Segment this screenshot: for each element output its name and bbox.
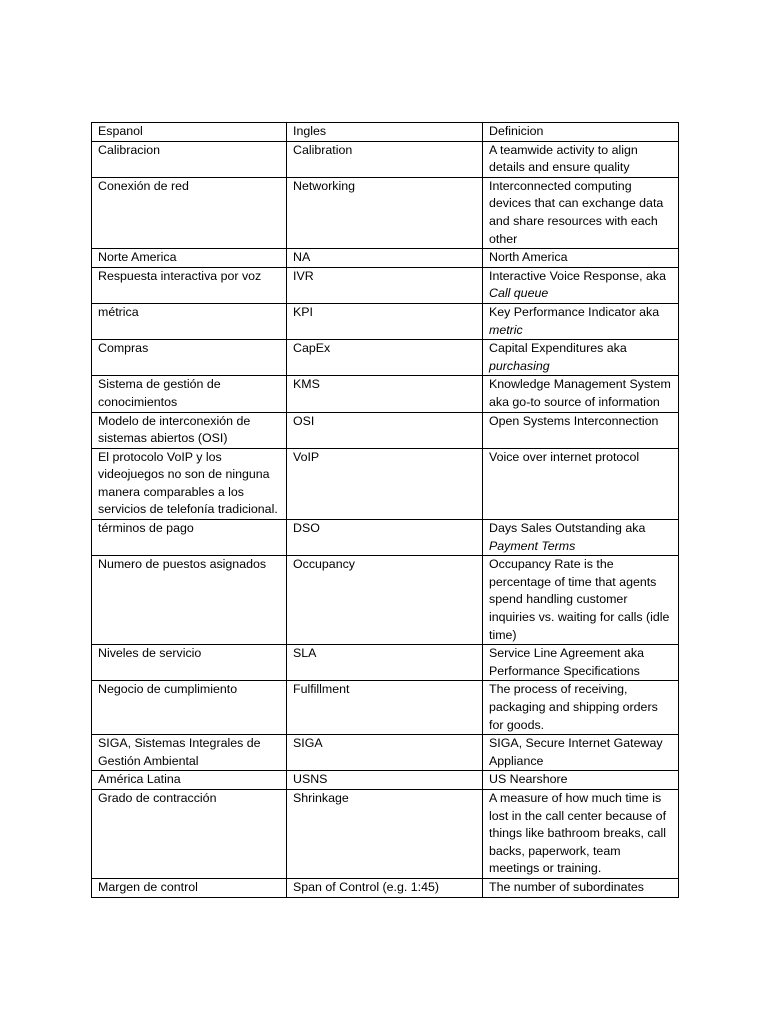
cell-espanol: El protocolo VoIP y los videojuegos no son de ninguna manera comparables a los servicios de telefonía tradicional.: [92, 448, 287, 519]
cell-definicion: [483, 267, 679, 303]
table-row: [92, 448, 679, 519]
glossary-table-body: [92, 123, 679, 898]
cell-espanol: Grado de contracción: [92, 789, 287, 878]
cell-espanol: Modelo de interconexión de sistemas abiertos (OSI): [92, 412, 287, 448]
cell-ingles: OSI: [287, 412, 483, 448]
definicion-text: The process of receiving, packaging and shipping orders for goods.: [489, 682, 658, 732]
definicion-text: The number of subordinates: [489, 879, 644, 894]
table-row: [92, 771, 679, 790]
table-row: [92, 520, 679, 556]
definicion-text: North America: [489, 250, 568, 265]
definicion-text: Voice over internet protocol: [489, 449, 640, 464]
definicion-text: Service Line Agreement aka Performance Specifications: [489, 646, 644, 678]
cell-espanol: Norte America: [92, 249, 287, 268]
cell-espanol: Conexión de red: [92, 177, 287, 248]
cell-definicion: [483, 645, 679, 681]
cell-definicion: [483, 681, 679, 735]
cell-espanol: América Latina: [92, 771, 287, 790]
table-row: [92, 789, 679, 878]
cell-ingles: SLA: [287, 645, 483, 681]
cell-espanol: Respuesta interactiva por voz: [92, 267, 287, 303]
cell-ingles: Shrinkage: [287, 789, 483, 878]
cell-ingles: CapEx: [287, 340, 483, 376]
definicion-italic-text: metric: [489, 322, 523, 337]
table-header-row: [92, 123, 679, 142]
cell-definicion: [483, 771, 679, 790]
cell-ingles: SIGA: [287, 735, 483, 771]
definicion-text: Days Sales Outstanding aka: [489, 521, 646, 536]
cell-definicion: [483, 520, 679, 556]
cell-ingles: NA: [287, 249, 483, 268]
table-row: [92, 249, 679, 268]
definicion-text: Occupancy Rate is the percentage of time that agents spend handling customer inquiries vs. waiting for calls (idle time): [489, 557, 670, 642]
definicion-text: Key Performance Indicator aka: [489, 304, 660, 319]
cell-espanol: Calibracion: [92, 141, 287, 177]
cell-espanol: Sistema de gestión de conocimientos: [92, 376, 287, 412]
cell-ingles: IVR: [287, 267, 483, 303]
cell-definicion: [483, 878, 679, 897]
definicion-text: Knowledge Management System aka go-to source of information: [489, 377, 671, 409]
table-row: [92, 177, 679, 248]
header-espanol: Espanol: [92, 123, 287, 142]
cell-definicion: [483, 340, 679, 376]
table-row: [92, 735, 679, 771]
cell-definicion: [483, 735, 679, 771]
cell-ingles: Networking: [287, 177, 483, 248]
table-row: [92, 141, 679, 177]
cell-definicion: [483, 249, 679, 268]
definicion-text: SIGA, Secure Internet Gateway Appliance: [489, 736, 663, 768]
cell-definicion: [483, 412, 679, 448]
table-row: [92, 376, 679, 412]
cell-definicion: [483, 789, 679, 878]
cell-definicion: [483, 177, 679, 248]
cell-definicion: [483, 448, 679, 519]
cell-definicion: [483, 376, 679, 412]
cell-espanol: Negocio de cumplimiento: [92, 681, 287, 735]
glossary-table: [91, 122, 679, 898]
cell-espanol: Margen de control: [92, 878, 287, 897]
cell-definicion: [483, 303, 679, 339]
definicion-italic-text: Call queue: [489, 286, 549, 301]
header-definicion: Definicion: [483, 123, 679, 142]
table-row: [92, 681, 679, 735]
cell-espanol: métrica: [92, 303, 287, 339]
cell-espanol: Compras: [92, 340, 287, 376]
definicion-text: US Nearshore: [489, 772, 568, 787]
table-row: [92, 340, 679, 376]
table-row: [92, 878, 679, 897]
cell-espanol: Numero de puestos asignados: [92, 556, 287, 645]
definicion-italic-text: purchasing: [489, 358, 550, 373]
cell-espanol: SIGA, Sistemas Integrales de Gestión Ambiental: [92, 735, 287, 771]
cell-ingles: VoIP: [287, 448, 483, 519]
cell-espanol: Niveles de servicio: [92, 645, 287, 681]
cell-ingles: Span of Control (e.g. 1:45): [287, 878, 483, 897]
definicion-text: Interconnected computing devices that can exchange data and share resources with each other: [489, 178, 664, 246]
header-ingles: Ingles: [287, 123, 483, 142]
cell-ingles: Occupancy: [287, 556, 483, 645]
table-row: [92, 412, 679, 448]
table-row: [92, 267, 679, 303]
cell-ingles: DSO: [287, 520, 483, 556]
cell-ingles: KMS: [287, 376, 483, 412]
cell-ingles: USNS: [287, 771, 483, 790]
cell-ingles: Fulfillment: [287, 681, 483, 735]
definicion-text: A measure of how much time is lost in the call center because of things like bathroom breaks, call backs, paperwork, team meetings or training.: [489, 790, 667, 876]
cell-ingles: KPI: [287, 303, 483, 339]
cell-definicion: [483, 556, 679, 645]
definicion-text: Interactive Voice Response, aka: [489, 268, 667, 283]
table-row: [92, 556, 679, 645]
definicion-text: Capital Expenditures aka: [489, 341, 627, 356]
definicion-text: Open Systems Interconnection: [489, 413, 659, 428]
table-row: [92, 303, 679, 339]
cell-espanol: términos de pago: [92, 520, 287, 556]
cell-definicion: [483, 141, 679, 177]
table-row: [92, 645, 679, 681]
definicion-text: A teamwide activity to align details and ensure quality: [489, 142, 638, 175]
definicion-italic-text: Payment Terms: [489, 538, 576, 553]
cell-ingles: Calibration: [287, 141, 483, 177]
